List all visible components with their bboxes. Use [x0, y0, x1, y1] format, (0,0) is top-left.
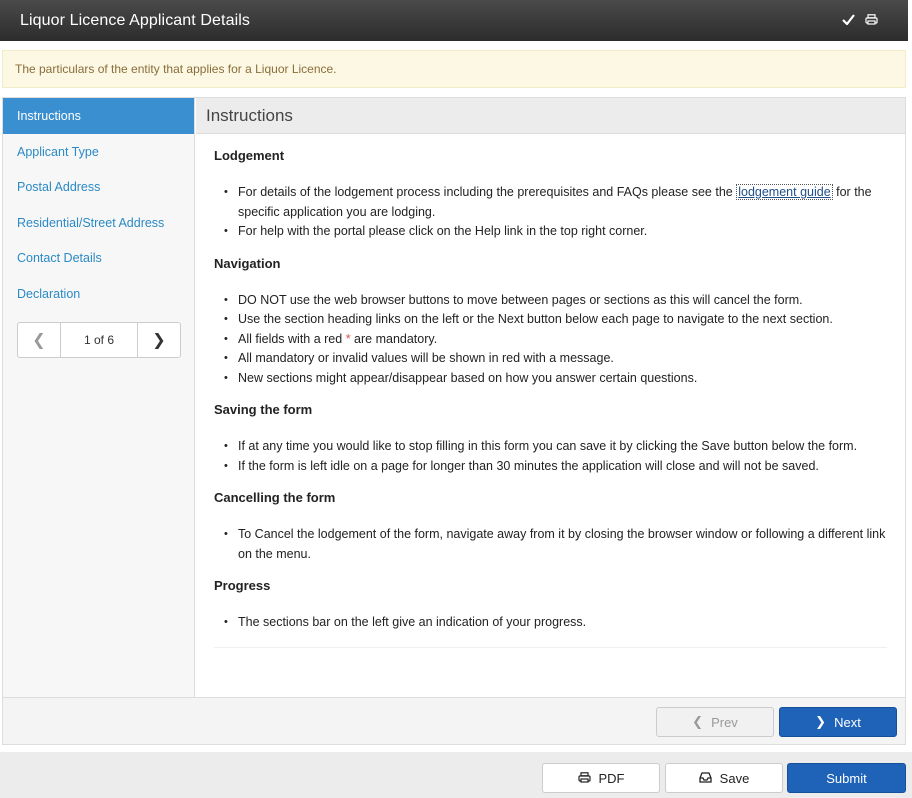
window-title: Liquor Licence Applicant Details	[20, 12, 251, 29]
list-item: • The sections bar on the left give an indication of your progress.	[214, 613, 887, 633]
bullet-text: All fields with a red	[238, 331, 346, 346]
list-item: • New sections might appear/disappear based on how you answer certain questions.	[214, 369, 887, 389]
print-icon	[578, 771, 591, 786]
section-title-progress: Progress	[214, 578, 271, 593]
list-item: • If the form is left idle on a page for longer than 30 minutes the application will close and will not be saved.	[214, 457, 887, 477]
section-title-lodgement: Lodgement	[214, 148, 285, 163]
section-title-cancelling: Cancelling the form	[214, 490, 336, 505]
prev-label: Prev	[711, 714, 738, 730]
navigation-list	[214, 291, 887, 389]
next-label: Next	[834, 714, 861, 730]
navigation-footer	[3, 697, 905, 744]
bullet-text: are mandatory.	[350, 331, 438, 346]
list-item: • If at any time you would like to stop filling in this form you can save it by clicking the Save button below the form.	[214, 437, 887, 457]
save-label: Save	[719, 770, 750, 786]
check-icon[interactable]	[842, 0, 855, 41]
content-area	[196, 98, 905, 697]
chevron-right-icon: ❯	[152, 332, 166, 349]
list-item: • All mandatory or invalid values will be shown in red with a message.	[214, 349, 887, 369]
print-icon[interactable]	[865, 0, 878, 41]
list-item: • DO NOT use the web browser buttons to move between pages or sections as this will cancel the form.	[214, 291, 887, 311]
section-pager	[17, 322, 181, 358]
content-divider	[214, 647, 887, 648]
section-title-saving: Saving the form	[214, 402, 313, 417]
prev-button[interactable]	[656, 707, 774, 737]
save-button[interactable]	[665, 763, 783, 793]
sidebar-item-residential-address[interactable]: Residential/Street Address	[17, 215, 165, 230]
sidebar-item-postal-address[interactable]: Postal Address	[17, 180, 101, 194]
list-item: • To Cancel the lodgement of the form, navigate away from it by closing the browser window or following a different link on the menu.	[214, 525, 887, 564]
bullet-text: for the specific application you are lodging.	[238, 185, 872, 219]
titlebar-icons	[842, 0, 878, 41]
pager-prev-button[interactable]	[18, 323, 60, 357]
pdf-button[interactable]	[542, 763, 660, 793]
content-header: Instructions	[196, 98, 905, 134]
chevron-right-icon: ❯	[815, 714, 827, 729]
list-item: • For help with the portal please click on the Help link in the top right corner.	[214, 222, 887, 242]
lodgement-list	[214, 183, 887, 242]
section-title-navigation: Navigation	[214, 255, 281, 271]
form-panel	[2, 97, 906, 745]
saving-list	[214, 437, 887, 476]
instructions-body	[196, 148, 905, 648]
cancelling-list	[214, 525, 887, 564]
submit-button[interactable]	[787, 763, 906, 793]
list-item	[214, 183, 887, 222]
submit-label: Submit	[826, 770, 867, 786]
sidebar-item-declaration[interactable]: Declaration	[17, 286, 81, 301]
chevron-left-icon: ❮	[32, 332, 46, 349]
window-titlebar	[0, 0, 908, 41]
list-item: • Use the section heading links on the left or the Next button below each page to navigate to the next section.	[214, 310, 887, 330]
chevron-left-icon: ❮	[692, 714, 704, 729]
progress-list	[214, 613, 887, 633]
list-item	[214, 330, 887, 350]
pdf-label: PDF	[598, 770, 625, 786]
pager-position: 1 of 6	[60, 323, 138, 357]
sections-sidebar	[3, 98, 195, 697]
required-asterisk: *	[345, 331, 351, 346]
save-icon	[699, 771, 712, 786]
info-banner: The particulars of the entity that applies for a Liquor Licence.	[2, 50, 906, 88]
pager-next-button[interactable]	[138, 323, 180, 357]
sidebar-item-applicant-type[interactable]: Applicant Type	[17, 144, 99, 159]
bullet-text: For details of the lodgement process including the prerequisites and FAQs please see the	[238, 185, 737, 199]
lodgement-guide-link[interactable]: lodgement guide	[738, 185, 831, 199]
next-button[interactable]	[779, 707, 897, 737]
sidebar-item-contact-details[interactable]: Contact Details	[17, 251, 102, 265]
sidebar-item-instructions[interactable]: Instructions	[3, 98, 194, 134]
